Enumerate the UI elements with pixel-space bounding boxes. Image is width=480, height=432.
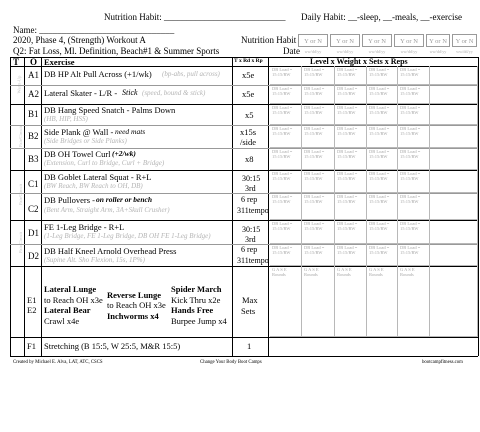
row-c1-reps: 30:15 bbox=[242, 174, 261, 183]
row-c2-exercise: DB Pullovers - bbox=[44, 195, 95, 205]
log-cell[interactable] bbox=[270, 170, 302, 193]
log-cell[interactable] bbox=[398, 148, 430, 170]
log-cell[interactable] bbox=[335, 125, 367, 148]
log-cell-load: DB Load = bbox=[337, 221, 358, 226]
circuit-max: Max bbox=[242, 295, 258, 305]
log-cell[interactable] bbox=[302, 266, 335, 337]
name-field[interactable]: Name: ______________________________ bbox=[13, 25, 175, 35]
log-cell[interactable] bbox=[302, 125, 335, 148]
log-cell-load: DB Load = bbox=[337, 105, 358, 110]
log-cell-load: DB Load = bbox=[272, 245, 293, 250]
log-cell-load: DB Load = bbox=[304, 221, 325, 226]
row-f1-order: F1 bbox=[27, 341, 36, 351]
section-pair-d-label: Pair/Circuit bbox=[18, 232, 23, 253]
log-cell-load: G A S E bbox=[369, 267, 384, 272]
log-cell[interactable] bbox=[302, 220, 335, 244]
log-cell-format: Rounds bbox=[369, 272, 383, 277]
date-field-5[interactable]: ww/dd/yy bbox=[429, 49, 447, 54]
log-cell-format: 15:15/RW bbox=[400, 91, 419, 96]
log-cell-format: 15:15/RW bbox=[272, 91, 291, 96]
log-cell-format: 15:15/RW bbox=[272, 199, 291, 204]
log-cell-format: 15:15/RW bbox=[304, 154, 323, 159]
circuit-sets: Sets bbox=[241, 306, 256, 316]
log-cell[interactable] bbox=[430, 125, 478, 148]
log-cell-format: 15:15/RW bbox=[304, 110, 323, 115]
row-a1-note: (bp-abs, pull across) bbox=[162, 70, 220, 78]
log-cell-load: DB Load = bbox=[369, 86, 390, 91]
log-cell[interactable] bbox=[367, 125, 398, 148]
log-cell-load: G A S E bbox=[400, 267, 415, 272]
row-b2-reps: x15s bbox=[240, 127, 257, 137]
log-cell-format: 15:15/RW bbox=[369, 176, 388, 181]
log-cell-load: DB Load = bbox=[337, 171, 358, 176]
log-cell-load: DB Load = bbox=[400, 149, 421, 154]
section-pair-c-label: Pair/Circuit bbox=[18, 184, 23, 205]
log-cell-load: DB Load = bbox=[369, 67, 390, 72]
row-c2-equipment: on roller or bench bbox=[96, 195, 153, 204]
row-d2-order: D2 bbox=[28, 251, 39, 261]
row-d2-exercise: DB Half Kneel Arnold Overhead Press bbox=[44, 246, 177, 256]
log-cell-format: 15:15/RW bbox=[400, 154, 419, 159]
log-cell[interactable] bbox=[430, 266, 478, 337]
log-cell-format: 15:15/RW bbox=[304, 131, 323, 136]
log-cell-load: DB Load = bbox=[337, 245, 358, 250]
row-f1-exercise: Stretching (B 15:5, W 25:5, M&R 15:5) bbox=[44, 341, 181, 351]
log-cell-load: DB Load = bbox=[272, 221, 293, 226]
log-cell-format: Rounds bbox=[337, 272, 351, 277]
log-cell-format: 15:15/RW bbox=[272, 226, 291, 231]
log-cell-load: DB Load = bbox=[304, 126, 325, 131]
row-b1-exercise: DB Hang Speed Snatch - Palms Down bbox=[44, 105, 176, 115]
log-cell[interactable] bbox=[398, 66, 430, 85]
log-cell-load: DB Load = bbox=[337, 126, 358, 131]
log-cell-format: 15:15/RW bbox=[272, 131, 291, 136]
row-d2-reps-count: 6 rep bbox=[241, 245, 258, 254]
log-cell[interactable] bbox=[398, 220, 430, 244]
log-cell-load: DB Load = bbox=[272, 105, 293, 110]
date-label: Date bbox=[283, 46, 300, 56]
row-e1-order: E1 bbox=[27, 295, 37, 305]
circuit-reverse-lunge-reps: to Reach OH x3e bbox=[107, 300, 166, 310]
row-d1-exercise: FE 1-Leg Bridge - R+L bbox=[44, 222, 125, 232]
log-cell-format: 15:15/RW bbox=[369, 250, 388, 255]
log-cell[interactable] bbox=[270, 193, 302, 220]
col-exercise-header: Exercise bbox=[44, 57, 75, 67]
log-cell[interactable] bbox=[335, 244, 367, 266]
log-cell[interactable] bbox=[302, 104, 335, 125]
row-d2-tempo: 311tempo bbox=[237, 256, 269, 265]
log-cell[interactable] bbox=[335, 66, 367, 85]
row-a2-stick: Stick bbox=[122, 88, 138, 97]
row-c2-reps: 3rd bbox=[245, 184, 256, 193]
log-cell-load: DB Load = bbox=[369, 194, 390, 199]
log-cell[interactable] bbox=[270, 220, 302, 244]
program-title: 2020, Phase 4, (Strength) Workout A bbox=[13, 35, 146, 45]
log-cell[interactable] bbox=[302, 244, 335, 266]
log-cell-load: G A S E bbox=[304, 267, 319, 272]
log-cell-load: G A S E bbox=[337, 267, 352, 272]
row-c1-note: (BW Reach, BW Reach to OH, DB) bbox=[44, 182, 143, 190]
circuit-reverse-lunge: Reverse Lunge bbox=[107, 290, 162, 300]
row-b1-order: B1 bbox=[28, 109, 39, 119]
section-warmup-label: Warm-Up bbox=[16, 75, 22, 94]
log-cell[interactable] bbox=[270, 125, 302, 148]
log-cell-load: DB Load = bbox=[272, 149, 293, 154]
log-cell[interactable] bbox=[367, 266, 398, 337]
section-pair-b-label: Pair/Circuit bbox=[18, 126, 23, 147]
date-field-4[interactable]: ww/dd/yy bbox=[400, 49, 418, 54]
log-cell-load: DB Load = bbox=[400, 86, 421, 91]
log-cell-load: DB Load = bbox=[369, 171, 390, 176]
row-a2-reps: x5e bbox=[242, 89, 255, 99]
log-cell[interactable] bbox=[302, 66, 335, 85]
row-e2-order: E2 bbox=[27, 305, 37, 315]
log-cell[interactable] bbox=[270, 266, 302, 337]
log-cell-format: 15:15/RW bbox=[272, 154, 291, 159]
log-cell-load: DB Load = bbox=[369, 221, 390, 226]
log-cell-format: 15:15/RW bbox=[400, 176, 419, 181]
log-cell-format: 15:15/RW bbox=[369, 131, 388, 136]
log-cell-load: DB Load = bbox=[369, 149, 390, 154]
goal-text: Q2: Fat Loss, Ml. Definition, Beach#1 & Summer Sports bbox=[13, 46, 220, 56]
log-cell[interactable] bbox=[398, 104, 430, 125]
log-cell-load: DB Load = bbox=[337, 194, 358, 199]
row-a2-note: (speed, bound & stick) bbox=[142, 89, 206, 97]
row-b3-note: (Extension, Curl to Bridge, Curl + Bridge) bbox=[44, 159, 165, 167]
row-d1-note: (1-Leg Bridge, FE 1-Leg Bridge, DB OH FE 1-Leg Bridge) bbox=[44, 232, 211, 240]
log-cell[interactable] bbox=[430, 244, 478, 266]
log-cell-format: 15:15/RW bbox=[369, 91, 388, 96]
log-cell-format: 15:15/RW bbox=[304, 176, 323, 181]
circuit-lateral-bear-reps: Crawl x4e bbox=[44, 316, 80, 326]
log-cell-format: Rounds bbox=[272, 272, 286, 277]
log-cell[interactable] bbox=[335, 148, 367, 170]
log-cell-format: 15:15/RW bbox=[272, 110, 291, 115]
row-c2-order: C2 bbox=[28, 204, 39, 214]
log-cell[interactable] bbox=[302, 148, 335, 170]
row-b1-reps: x5 bbox=[245, 110, 254, 120]
row-d1-reps: 30:15 bbox=[242, 225, 261, 234]
log-cell[interactable] bbox=[430, 193, 478, 220]
daily-habit-title: Daily Habit: __-sleep, __-meals, __-exercise bbox=[301, 12, 462, 22]
log-cell-format: 15:15/RW bbox=[400, 250, 419, 255]
log-cell[interactable] bbox=[335, 104, 367, 125]
row-b2-exercise: Side Plank @ Wall - bbox=[44, 127, 114, 137]
log-cell-load: DB Load = bbox=[400, 67, 421, 72]
yn-box-4[interactable]: Y or N bbox=[394, 34, 424, 47]
row-a1-order: A1 bbox=[28, 70, 39, 80]
log-cell-load: DB Load = bbox=[369, 126, 390, 131]
log-cell[interactable] bbox=[335, 220, 367, 244]
log-cell-format: 15:15/RW bbox=[304, 72, 323, 77]
log-cell-load: DB Load = bbox=[400, 171, 421, 176]
log-cell-format: 15:15/RW bbox=[400, 72, 419, 77]
date-field-2[interactable]: ww/dd/yy bbox=[336, 49, 354, 54]
circuit-lateral-lunge-reps: to Reach OH x3e bbox=[44, 295, 103, 305]
circuit-inchworms: Inchworms x4 bbox=[107, 311, 159, 321]
yn-box-3[interactable]: Y or N bbox=[362, 34, 392, 47]
log-cell-format: 15:15/RW bbox=[304, 199, 323, 204]
log-cell-load: DB Load = bbox=[272, 194, 293, 199]
log-cell-load: DB Load = bbox=[304, 105, 325, 110]
yn-box-1[interactable]: Y or N bbox=[298, 34, 328, 47]
row-c2-tempo: 311tempo bbox=[237, 206, 269, 215]
log-cell-load: DB Load = bbox=[369, 245, 390, 250]
row-c2-reps-count: 6 rep bbox=[241, 195, 258, 204]
row-b2-reps-side: /side bbox=[240, 137, 257, 147]
log-cell-format: 15:15/RW bbox=[272, 250, 291, 255]
nutrition-habit-label: Nutrition Habit bbox=[241, 35, 297, 45]
log-cell-load: DB Load = bbox=[272, 67, 293, 72]
log-cell-load: DB Load = bbox=[337, 149, 358, 154]
log-cell-format: 15:15/RW bbox=[400, 199, 419, 204]
circuit-lateral-lunge: Lateral Lunge bbox=[44, 284, 97, 294]
log-cell[interactable] bbox=[430, 85, 478, 104]
log-cell-format: 15:15/RW bbox=[369, 226, 388, 231]
log-cell-format: 15:15/RW bbox=[304, 226, 323, 231]
log-cell[interactable] bbox=[270, 85, 302, 104]
log-cell-format: 15:15/RW bbox=[337, 91, 356, 96]
log-cell-load: DB Load = bbox=[272, 86, 293, 91]
log-cell[interactable] bbox=[335, 266, 367, 337]
yn-box-2[interactable]: Y or N bbox=[330, 34, 360, 47]
log-cell[interactable] bbox=[335, 193, 367, 220]
circuit-lateral-bear: Lateral Bear bbox=[44, 305, 91, 315]
date-field-6[interactable]: ww/dd/yy bbox=[456, 49, 473, 54]
log-cell-load: DB Load = bbox=[304, 67, 325, 72]
row-c1-exercise: DB Goblet Lateral Squat - R+L bbox=[44, 172, 152, 182]
row-a2-exercise: Lateral Skater - L/R - bbox=[44, 88, 118, 98]
log-cell-load: DB Load = bbox=[304, 194, 325, 199]
log-cell[interactable] bbox=[398, 266, 430, 337]
date-field-1[interactable]: ww/dd/yy bbox=[304, 49, 322, 54]
footer-credit: Created by Michael E. Alva, LAT, ATC, CSCS bbox=[13, 360, 103, 365]
log-cell[interactable] bbox=[398, 244, 430, 266]
log-cell-load: DB Load = bbox=[272, 126, 293, 131]
circuit-spider-march-reps: Kick Thru x2e bbox=[171, 295, 221, 305]
log-cell-format: Rounds bbox=[400, 272, 414, 277]
log-cell[interactable] bbox=[430, 148, 478, 170]
log-cell[interactable] bbox=[270, 104, 302, 125]
log-cell[interactable] bbox=[302, 170, 335, 193]
log-cell-load: DB Load = bbox=[400, 221, 421, 226]
log-cell-load: DB Load = bbox=[304, 171, 325, 176]
log-cell[interactable] bbox=[367, 244, 398, 266]
circuit-hands-free: Hands Free bbox=[171, 305, 214, 315]
log-cell-format: 15:15/RW bbox=[337, 250, 356, 255]
row-b2-order: B2 bbox=[28, 131, 39, 141]
row-d1-order: D1 bbox=[28, 228, 39, 238]
log-cell[interactable] bbox=[430, 220, 478, 244]
log-cell-format: 15:15/RW bbox=[337, 110, 356, 115]
col-o-header: O bbox=[30, 57, 38, 67]
log-cell-load: DB Load = bbox=[337, 86, 358, 91]
row-f1-reps: 1 bbox=[247, 341, 252, 351]
log-cell[interactable] bbox=[367, 220, 398, 244]
row-b3-exercise: DB OH Towel Curl bbox=[44, 149, 111, 159]
row-c1-order: C1 bbox=[28, 179, 39, 189]
log-cell[interactable] bbox=[430, 104, 478, 125]
log-cell-format: 15:15/RW bbox=[369, 110, 388, 115]
log-cell-load: G A S E bbox=[272, 267, 287, 272]
date-field-3[interactable]: ww/dd/yy bbox=[368, 49, 386, 54]
log-cell-format: 15:15/RW bbox=[337, 199, 356, 204]
row-b3-reps: x8 bbox=[245, 154, 254, 164]
log-cell-format: 15:15/RW bbox=[369, 199, 388, 204]
log-cell-load: DB Load = bbox=[304, 86, 325, 91]
row-d2-note: (Supine Alt. Sho Flexion, 15s, 1P%) bbox=[44, 256, 145, 264]
row-a1-exercise: DB HP Alt Pull Across (+1/wk) bbox=[44, 69, 152, 79]
log-cell-load: DB Load = bbox=[400, 126, 421, 131]
circuit-spider-march: Spider March bbox=[171, 284, 222, 294]
log-cell-load: DB Load = bbox=[304, 149, 325, 154]
log-cell-format: 15:15/RW bbox=[337, 226, 356, 231]
col-t-header: T bbox=[13, 57, 20, 67]
col-level-header: Level x Weight x Sets x Reps bbox=[310, 57, 408, 66]
log-cell-format: 15:15/RW bbox=[369, 72, 388, 77]
log-cell[interactable] bbox=[335, 85, 367, 104]
footer-url[interactable]: bootcampfitness.com bbox=[422, 360, 463, 365]
circuit-burpee-reps: Burpee Jump x4 bbox=[171, 316, 227, 326]
row-a1-reps: x5e bbox=[242, 70, 255, 80]
row-c2-note: (Bent Arm, Straight Arm, 3A+Skull Crusher) bbox=[44, 206, 170, 214]
row-b3-order: B3 bbox=[28, 154, 39, 164]
log-cell-format: 15:15/RW bbox=[272, 176, 291, 181]
log-cell-load: DB Load = bbox=[369, 105, 390, 110]
log-cell[interactable] bbox=[398, 193, 430, 220]
log-cell[interactable] bbox=[270, 66, 302, 85]
log-cell-format: 15:15/RW bbox=[400, 226, 419, 231]
log-cell-format: 15:15/RW bbox=[400, 110, 419, 115]
log-cell[interactable] bbox=[367, 85, 398, 104]
log-cell-format: Rounds bbox=[304, 272, 318, 277]
row-b2-note: (Side Bridges or Side Planks) bbox=[44, 137, 127, 145]
log-cell-load: DB Load = bbox=[400, 194, 421, 199]
log-cell[interactable] bbox=[398, 170, 430, 193]
nutrition-habit-title: Nutrition Habit: ___________________________ bbox=[104, 12, 286, 22]
row-b3-progression: (+2/wk) bbox=[112, 149, 136, 158]
log-cell[interactable] bbox=[302, 85, 335, 104]
log-cell[interactable] bbox=[367, 193, 398, 220]
yn-box-5[interactable]: Y or N bbox=[426, 34, 450, 47]
log-cell-format: 15:15/RW bbox=[304, 91, 323, 96]
log-cell[interactable] bbox=[367, 66, 398, 85]
log-cell[interactable] bbox=[270, 148, 302, 170]
log-cell[interactable] bbox=[398, 85, 430, 104]
log-cell[interactable] bbox=[335, 170, 367, 193]
log-cell-format: 15:15/RW bbox=[337, 131, 356, 136]
log-cell[interactable] bbox=[367, 148, 398, 170]
log-cell-format: 15:15/RW bbox=[337, 72, 356, 77]
log-cell[interactable] bbox=[270, 244, 302, 266]
log-cell-format: 15:15/RW bbox=[400, 131, 419, 136]
row-b2-need-mats: need mats bbox=[115, 127, 146, 136]
log-cell-load: DB Load = bbox=[272, 171, 293, 176]
log-cell[interactable] bbox=[367, 170, 398, 193]
log-cell-load: DB Load = bbox=[337, 67, 358, 72]
log-cell-load: DB Load = bbox=[304, 245, 325, 250]
log-cell[interactable] bbox=[302, 193, 335, 220]
log-cell-format: 15:15/RW bbox=[337, 154, 356, 159]
footer-center: Change Your Body Boot Camps bbox=[200, 360, 262, 365]
yn-box-6[interactable]: Y or N bbox=[452, 34, 477, 47]
row-b1-note: (HB, HIP, HSS) bbox=[44, 115, 88, 123]
col-reps-header: T x Rd x Rp bbox=[234, 58, 263, 64]
log-cell-format: 15:15/RW bbox=[337, 176, 356, 181]
row-d2-reps: 3rd bbox=[245, 235, 256, 244]
log-cell[interactable] bbox=[430, 170, 478, 193]
log-cell-load: DB Load = bbox=[400, 105, 421, 110]
log-cell-format: 15:15/RW bbox=[272, 72, 291, 77]
log-cell[interactable] bbox=[398, 125, 430, 148]
log-cell[interactable] bbox=[367, 104, 398, 125]
log-cell-load: DB Load = bbox=[400, 245, 421, 250]
log-cell-format: 15:15/RW bbox=[369, 154, 388, 159]
log-cell[interactable] bbox=[430, 66, 478, 85]
log-cell-format: 15:15/RW bbox=[304, 250, 323, 255]
row-a2-order: A2 bbox=[28, 89, 39, 99]
